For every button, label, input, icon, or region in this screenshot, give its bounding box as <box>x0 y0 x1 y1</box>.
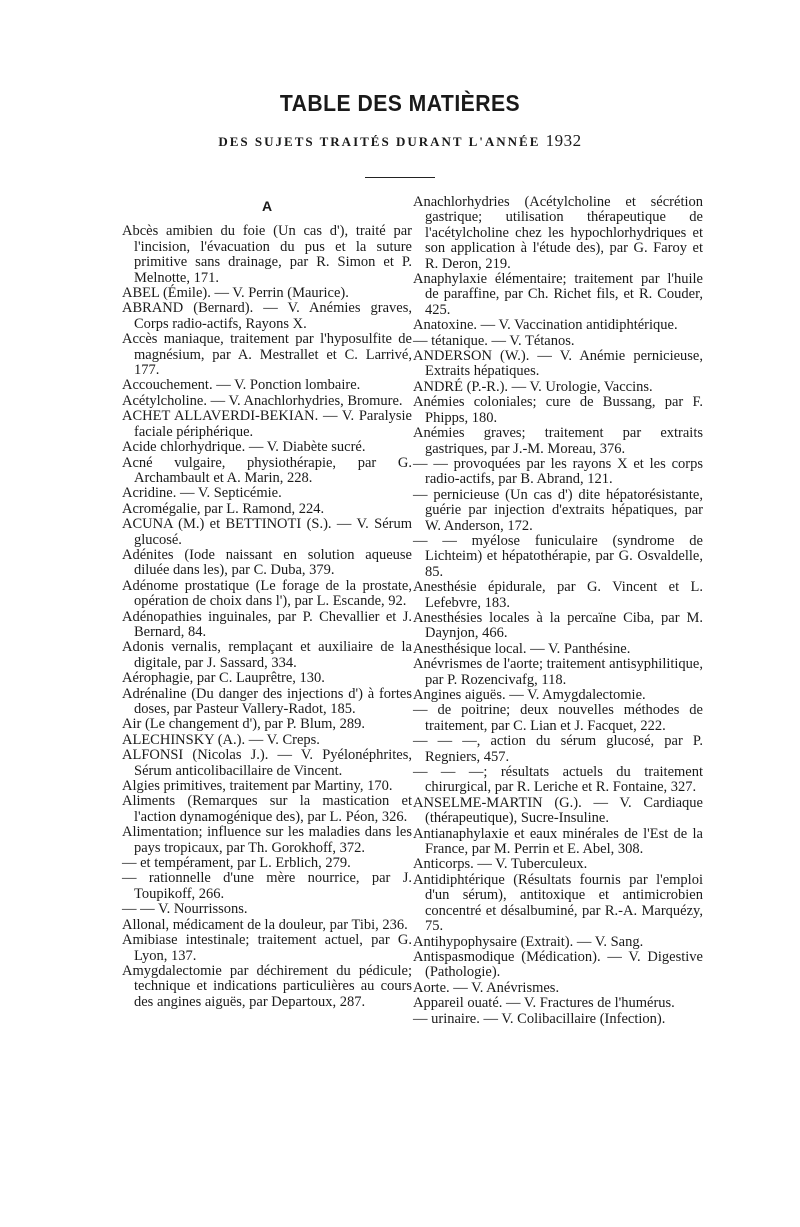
index-entry: Antidiphtérique (Résultats fournis par l'emploi d'un sérum), antitoxique et antimicrobien concentré et désalbuminé, par R.-A. Marquézy, 75. <box>413 871 703 935</box>
right-column <box>413 195 703 1027</box>
index-entry: Air (Le changement d'), par P. Blum, 289. <box>122 716 366 733</box>
index-entry: Antianaphylaxie et eaux minérales de l'Est de la France, par M. Perrin et E. Abel, 308. <box>413 825 703 858</box>
index-entry: Alimentation; influence sur les maladies dans les pays tropicaux, par Th. Gorokhoff, 372. <box>122 824 412 856</box>
index-entry: ACUNA (M.) et BETTINOTI (S.). — V. Sérum glucosé. <box>122 516 412 548</box>
index-entry: Algies primitives, traitement par Martiny, 170. <box>122 778 393 795</box>
index-entry: — — —; résultats actuels du traitement chirurgical, par R. Leriche et R. Fontaine, 327. <box>413 764 703 796</box>
index-entry: Acridine. — V. Septicémie. <box>122 485 282 502</box>
index-entry: Adénome prostatique (Le forage de la prostate, opération de choix dans l'), par L. Escande, 92. <box>122 577 412 610</box>
index-entry: Amygdalectomie par déchirement du pédicule; technique et indications particulières au cours des angines aiguës, par Departoux, 287. <box>122 962 412 1010</box>
index-entry: Accouchement. — V. Ponction lombaire. <box>122 377 361 394</box>
subtitle-text: DES SUJETS TRAITÉS DURANT L'ANNÉE <box>218 134 541 149</box>
index-entry: Anesthésique local. — V. Panthésine. <box>413 640 631 657</box>
index-entry: Allonal, médicament de la douleur, par Tibi, 236. <box>122 916 408 933</box>
index-entry: Abcès amibien du foie (Un cas d'), traité par l'incision, l'évacuation du pus et la suture primitive sans drainage, par R. Simon et P. Melnotte, 171. <box>122 223 412 286</box>
index-entry: Aliments (Remarques sur la mastication et l'action dynamogénique des), par L. Péon, 326. <box>122 793 412 825</box>
index-entry: Adénites (Iode naissant en solution aqueuse diluée dans les), par C. Duba, 379. <box>122 546 412 579</box>
index-entry: Adénopathies inguinales, par P. Chevallier et J. Bernard, 84. <box>122 608 412 640</box>
index-entry: ANSELME-MARTIN (G.). — V. Cardiaque (thérapeutique), Sucre-Insuline. <box>413 794 703 827</box>
index-entry: — de poitrine; deux nouvelles méthodes de traitement, par C. Lian et J. Facquet, 222. <box>413 702 703 734</box>
index-entry: Aorte. — V. Anévrismes. <box>413 979 560 996</box>
index-entry: — urinaire. — V. Colibacillaire (Infection). <box>413 1010 666 1027</box>
index-entry: Anaphylaxie élémentaire; traitement par l'huile de paraffine, par Ch. Richet fils, et R. Couder, 425. <box>413 271 703 318</box>
index-entry: Antispasmodique (Médication). — V. Digestive (Pathologie). <box>413 948 703 981</box>
index-entry: Anesthésie épidurale, par G. Vincent et L. Lefebvre, 183. <box>413 579 703 611</box>
index-entry: Adonis vernalis, remplaçant et auxiliaire de la digitale, par J. Sassard, 334. <box>122 639 412 671</box>
right-entries <box>413 195 703 1027</box>
index-entry: Acétylcholine. — V. Anachlorhydries, Bromure. <box>122 392 403 409</box>
index-entry: ALECHINSKY (A.). — V. Creps. <box>122 731 320 748</box>
index-entry: ANDERSON (W.). — V. Anémie pernicieuse, Extraits hépatiques. <box>413 348 703 380</box>
index-entry: — tétanique. — V. Tétanos. <box>413 332 575 349</box>
index-entry: Anévrismes de l'aorte; traitement antisyphilitique, par P. Rozencivafg, 118. <box>413 656 703 688</box>
index-entry: Accès maniaque, traitement par l'hyposulfite de magnésium, par A. Mestrallet et C. Larrivé, 177. <box>122 331 412 379</box>
index-entry: — — myélose funiculaire (syndrome de Lichteim) et hépatothérapie, par G. Osvaldelle, 85. <box>413 532 703 580</box>
index-entry: — pernicieuse (Un cas d') dite hépatorésistante, guérie par injection d'extraits hépatiques, par W. Anderson, 172. <box>413 486 703 534</box>
index-entry: Anatoxine. — V. Vaccination antidiphtérique. <box>413 317 678 334</box>
page-subtitle <box>0 131 800 151</box>
index-entry: Angines aiguës. — V. Amygdalectomie. <box>413 687 646 703</box>
index-entry: Anémies graves; traitement par extraits gastriques, par J.-M. Moreau, 376. <box>413 425 703 457</box>
index-entry: Adrénaline (Du danger des injections d') à fortes doses, par Pasteur Vallery-Radot, 185. <box>122 685 412 717</box>
index-entry: Anémies coloniales; cure de Bussang, par F. Phipps, 180. <box>413 394 703 426</box>
page-title: TABLE DES MATIÈRES <box>279 90 521 116</box>
section-letter: A <box>261 198 273 214</box>
index-entry: — — —, action du sérum glucosé, par P. Regniers, 457. <box>413 733 703 765</box>
index-entry: ABEL (Émile). — V. Perrin (Maurice). <box>122 285 349 302</box>
index-entry: Appareil ouaté. — V. Fractures de l'humérus. <box>413 995 675 1012</box>
index-entry: — rationnelle d'une mère nourrice, par J. Toupikoff, 266. <box>122 870 412 902</box>
index-entry: Anesthésies locales à la percaïne Ciba, par M. Daynjon, 466. <box>413 609 703 642</box>
index-entry: ABRAND (Bernard). — V. Anémies graves, Corps radio-actifs, Rayons X. <box>122 300 412 332</box>
index-entry: ACHET ALLAVERDI-BEKIAN. — V. Paralysie faciale périphérique. <box>122 408 412 440</box>
index-entry: Acromégalie, par L. Ramond, 224. <box>122 500 325 517</box>
left-entries <box>122 224 412 1010</box>
index-entry: — et tempérament, par L. Erblich, 279. <box>122 855 351 872</box>
title-rule <box>365 177 435 178</box>
index-entry: Antihypophysaire (Extrait). — V. Sang. <box>413 933 644 950</box>
index-entry: ANDRÉ (P.-R.). — V. Urologie, Vaccins. <box>413 378 653 395</box>
index-entry: ALFONSI (Nicolas J.). — V. Pyélonéphrites, Sérum anticolibacillaire de Vincent. <box>122 747 412 779</box>
index-entry: Anachlorhydries (Acétylcholine et sécrétion gastrique; utilisation thérapeutique de l'acétylcholine chez les hypochlorhydriques et son application à l'étude des), par G. Faroy et R. Deron, 219. <box>413 194 703 272</box>
index-entry: Amibiase intestinale; traitement actuel, par G. Lyon, 137. <box>122 932 412 964</box>
index-entry: Acné vulgaire, physiothérapie, par G. Archambault et A. Marin, 228. <box>122 454 412 486</box>
index-entry: Aérophagie, par C. Lauprêtre, 130. <box>122 670 325 687</box>
index-entry: — — V. Nourrissons. <box>122 901 248 918</box>
index-entry: — — provoquées par les rayons X et les corps radio-actifs, par B. Abrand, 121. <box>413 455 703 488</box>
index-entry: Anticorps. — V. Tuberculeux. <box>413 856 588 873</box>
left-column <box>122 195 412 1010</box>
subtitle-year: 1932 <box>545 131 582 150</box>
index-entry: Acide chlorhydrique. — V. Diabète sucré. <box>122 439 366 456</box>
